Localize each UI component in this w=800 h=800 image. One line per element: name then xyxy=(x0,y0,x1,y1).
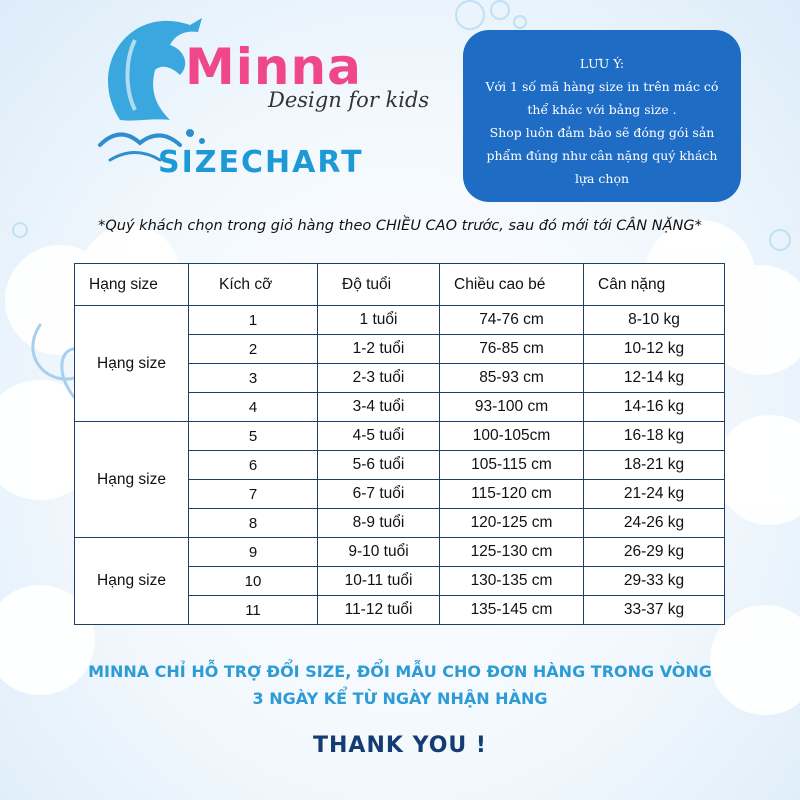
height-cell: 120-125 cm xyxy=(440,509,584,538)
age-cell: 10-11 tuổi xyxy=(318,567,440,596)
group-label: Hạng size xyxy=(75,538,189,625)
sizechart-title: SIZECHART xyxy=(158,145,364,180)
size-cell: 9 xyxy=(189,538,318,567)
size-cell: 6 xyxy=(189,451,318,480)
size-cell: 5 xyxy=(189,422,318,451)
age-cell: 1-2 tuổi xyxy=(318,335,440,364)
height-cell: 76-85 cm xyxy=(440,335,584,364)
height-cell: 100-105cm xyxy=(440,422,584,451)
weight-cell: 12-14 kg xyxy=(584,364,725,393)
policy-line-2: 3 NGÀY KỂ TỪ NGÀY NHẬN HÀNG xyxy=(252,689,548,708)
brand-tagline: Design for kids xyxy=(268,88,430,112)
size-cell: 8 xyxy=(189,509,318,538)
age-cell: 11-12 tuổi xyxy=(318,596,440,625)
note-box xyxy=(463,30,741,202)
size-cell: 3 xyxy=(189,364,318,393)
age-cell: 5-6 tuổi xyxy=(318,451,440,480)
height-cell: 74-76 cm xyxy=(440,306,584,335)
logo xyxy=(90,10,440,200)
weight-cell: 16-18 kg xyxy=(584,422,725,451)
header-cell: Chiều cao bé xyxy=(440,264,584,306)
policy-line-1: MINNA CHỈ HỖ TRỢ ĐỔI SIZE, ĐỔI MẪU CHO ĐƠN HÀNG TRONG VÒNG xyxy=(88,662,712,681)
header-cell: Độ tuổi xyxy=(318,264,440,306)
size-table xyxy=(74,263,725,625)
size-cell: 7 xyxy=(189,480,318,509)
header-cell: Kích cỡ xyxy=(189,264,318,306)
age-cell: 1 tuổi xyxy=(318,306,440,335)
note-line-1: Với 1 số mã hàng size in trên mác có thể khác với bảng size . xyxy=(485,79,719,117)
weight-cell: 26-29 kg xyxy=(584,538,725,567)
age-cell: 3-4 tuổi xyxy=(318,393,440,422)
policy-note xyxy=(0,658,800,712)
note-title: LƯU Ý: xyxy=(579,56,625,71)
group-label: Hạng size xyxy=(75,422,189,538)
height-cell: 115-120 cm xyxy=(440,480,584,509)
thank-you-text: THANK YOU ! xyxy=(313,733,487,758)
age-cell: 4-5 tuổi xyxy=(318,422,440,451)
weight-cell: 18-21 kg xyxy=(584,451,725,480)
age-cell: 8-9 tuổi xyxy=(318,509,440,538)
header-cell: Cân nặng xyxy=(584,264,725,306)
instruction-text: *Quý khách chọn trong giỏ hàng theo CHIỀU CAO trước, sau đó mới tới CÂN NẶNG* xyxy=(98,218,702,234)
height-cell: 135-145 cm xyxy=(440,596,584,625)
height-cell: 130-135 cm xyxy=(440,567,584,596)
size-cell: 2 xyxy=(189,335,318,364)
age-cell: 9-10 tuổi xyxy=(318,538,440,567)
group-label: Hạng size xyxy=(75,306,189,422)
size-cell: 4 xyxy=(189,393,318,422)
table-header-row xyxy=(75,264,725,306)
size-cell: 10 xyxy=(189,567,318,596)
brand-name: Minna xyxy=(185,38,362,96)
size-cell: 1 xyxy=(189,306,318,335)
table-row xyxy=(75,538,725,567)
weight-cell: 21-24 kg xyxy=(584,480,725,509)
weight-cell: 33-37 kg xyxy=(584,596,725,625)
table-row xyxy=(75,422,725,451)
table-row xyxy=(75,306,725,335)
note-line-2: Shop luôn đảm bảo sẽ đóng gói sản phẩm đúng như cân nặng quý khách lựa chọn xyxy=(486,125,718,186)
height-cell: 125-130 cm xyxy=(440,538,584,567)
weight-cell: 24-26 kg xyxy=(584,509,725,538)
height-cell: 105-115 cm xyxy=(440,451,584,480)
weight-cell: 8-10 kg xyxy=(584,306,725,335)
age-cell: 6-7 tuổi xyxy=(318,480,440,509)
size-cell: 11 xyxy=(189,596,318,625)
age-cell: 2-3 tuổi xyxy=(318,364,440,393)
height-cell: 93-100 cm xyxy=(440,393,584,422)
weight-cell: 29-33 kg xyxy=(584,567,725,596)
header-cell: Hạng size xyxy=(75,264,189,306)
weight-cell: 14-16 kg xyxy=(584,393,725,422)
weight-cell: 10-12 kg xyxy=(584,335,725,364)
height-cell: 85-93 cm xyxy=(440,364,584,393)
